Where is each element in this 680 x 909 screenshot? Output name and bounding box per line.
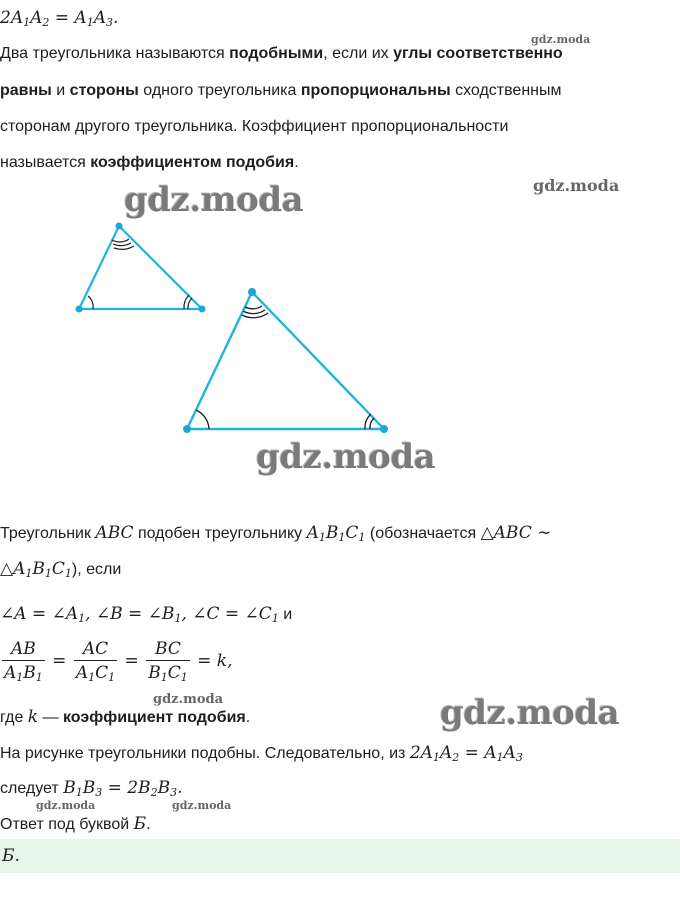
small-angle-b-mark-1	[112, 239, 129, 242]
large-angle-a-mark	[196, 410, 209, 429]
watermark-big-1: gdz.moda	[124, 180, 304, 220]
figure-conclusion-line: На рисунке треугольники подобны. Следовательно, из $2A_1A_2 = A_1A_3$	[0, 743, 523, 764]
watermark-small-4: gdz.moda	[36, 799, 96, 812]
definition-line-4: называется коэффициентом подобия.	[0, 154, 299, 171]
watermark-small-2: gdz.moda	[533, 176, 620, 195]
large-angle-b-mark-2	[243, 310, 265, 314]
small-angle-a-mark	[88, 296, 93, 309]
small-angle-b-mark-2	[113, 243, 131, 246]
fraction-ac: $\frac{AC}{A_1C_1}$	[75, 639, 116, 684]
large-vertex-a	[183, 425, 191, 433]
small-vertex-c	[199, 306, 206, 313]
small-triangle	[76, 223, 206, 313]
large-triangle	[183, 288, 388, 433]
answer-box	[0, 839, 680, 873]
angle-equalities: ∠A = $\angle A_1$, ∠B = $\angle B_1$, ∠C = $\angle C_1$ и	[0, 604, 293, 625]
answer-line: Ответ под буквой Б.	[0, 814, 151, 834]
large-triangle-sides	[187, 292, 384, 429]
definition-line-3: сторонам другого треугольника. Коэффициент пропорциональности	[0, 118, 509, 135]
follows-line: следует $B_1B_3 = 2B_2B_3$.	[0, 778, 183, 799]
watermark-big-2: gdz.moda	[256, 437, 436, 477]
large-vertex-c	[380, 425, 388, 433]
small-triangle-sides	[79, 226, 202, 309]
small-vertex-a	[76, 306, 83, 313]
large-angle-b-mark-1	[245, 306, 262, 309]
answer-value: Б.	[2, 846, 20, 866]
watermark-small-3: gdz.moda	[153, 692, 224, 707]
ratio-formula: $\frac{AB}{A_1B_1}$ = $\frac{AC}{A_1C_1}$ = $\frac{BC}{B_1C_1}$ = k,	[4, 639, 233, 684]
definition-line-2: равны и стороны одного треугольника пропорциональны сходственным	[0, 82, 562, 99]
watermark-big-3: gdz.moda	[440, 693, 620, 733]
small-vertex-b	[116, 223, 123, 230]
fraction-bc: $\frac{BC}{B_1C_1}$	[148, 639, 188, 684]
similarity-line-1: Треугольник ABC подобен треугольнику $A_1B_1C_1$ (обозначается △ABC ∼	[0, 523, 552, 544]
small-angle-b-mark-3	[114, 246, 134, 249]
coefficient-line: где k — коэффициент подобия.	[0, 707, 251, 727]
watermark-small-1: gdz.moda	[531, 33, 591, 46]
definition-line-1: Два треугольника называются подобными, если их углы соответственно	[0, 45, 563, 62]
fraction-ab: $\frac{AB}{A_1B_1}$	[4, 639, 43, 684]
watermark-small-5: gdz.moda	[172, 799, 232, 812]
large-angle-c-mark-1	[370, 418, 374, 429]
large-vertex-b	[248, 288, 256, 296]
formula-line-1: $2A_1A_2 = A_1A_3$.	[0, 8, 119, 29]
similarity-line-2: $\triangle A_1B_1C_1$), если	[0, 559, 122, 580]
